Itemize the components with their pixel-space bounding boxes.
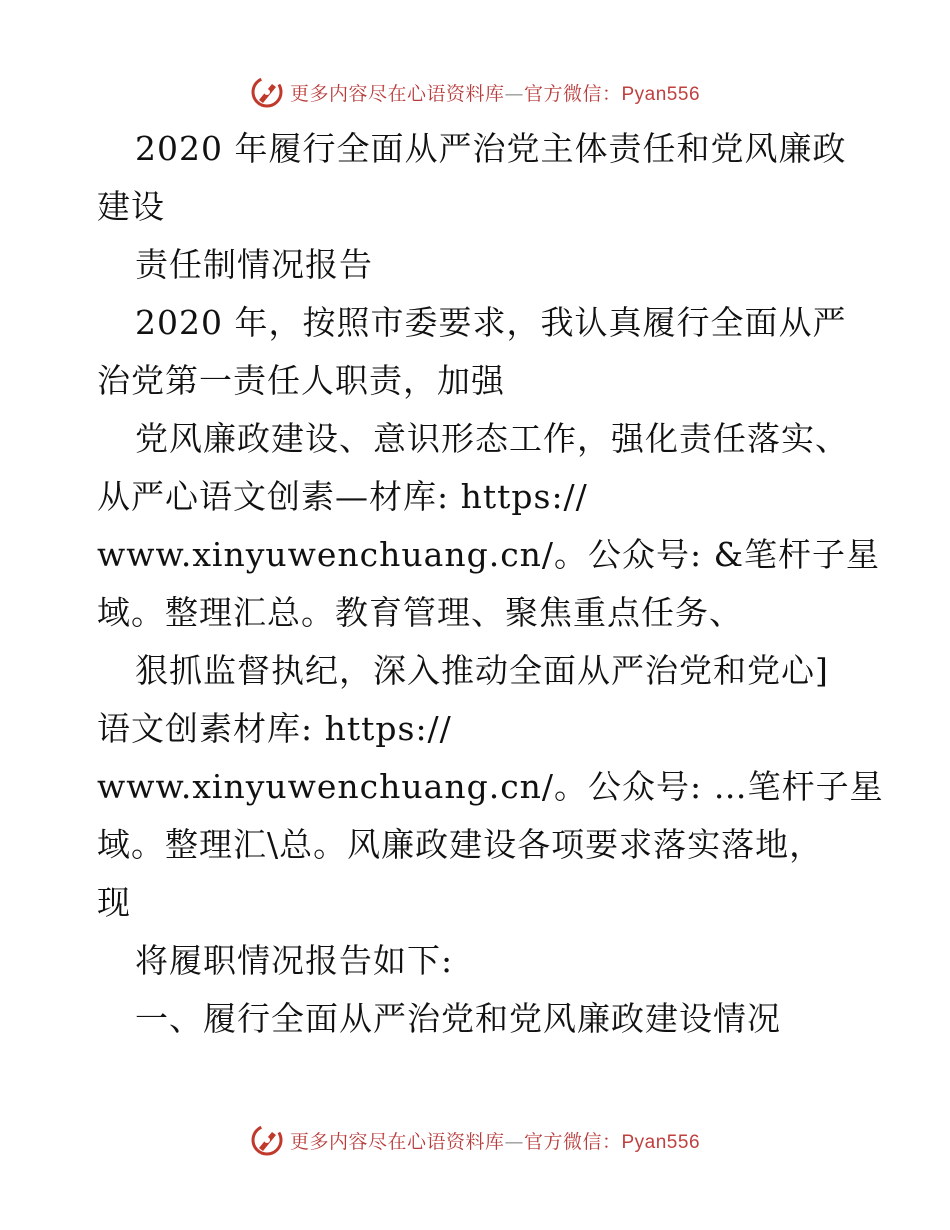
paragraph-line: 2020 年，按照市委要求，我认真履行全面从严 bbox=[135, 303, 847, 342]
paragraph-line: 治党第一责任人职责，加强 bbox=[97, 361, 505, 400]
brand-logo-icon bbox=[250, 75, 284, 109]
paragraph-line: 域。整理汇\总。风廉政建设各项要求落实落地， bbox=[97, 825, 824, 864]
paragraph-line: 域。整理汇总。教育管理、聚焦重点任务、 bbox=[97, 593, 743, 632]
section-heading: 一、履行全面从严治党和党风廉政建设情况 bbox=[135, 999, 781, 1038]
paragraph-line: 党风廉政建设、意识形态工作，强化责任落实、 bbox=[135, 419, 849, 458]
paragraph-line: 狠抓监督执纪，深入推动全面从严治党和党心] bbox=[135, 651, 829, 690]
paragraph-line: 语文创素材库: https:// bbox=[97, 709, 452, 748]
paragraph-line: 从严心语文创素—材库: https:// bbox=[97, 477, 588, 516]
title-line-2: 建设 bbox=[97, 187, 165, 226]
banner-text: 更多内容尽在心语资料库—官方微信：Pyan556 bbox=[289, 1130, 701, 1153]
header-banner bbox=[0, 72, 950, 112]
paragraph-line: www.xinyuwenchuang.cn/。公众号: …笔杆子星 bbox=[97, 767, 884, 806]
wechat-id: Pyan556 bbox=[621, 1131, 701, 1153]
title-line-1: 2020 年履行全面从严治党主体责任和党风廉政 bbox=[135, 129, 847, 168]
wechat-id: Pyan556 bbox=[621, 83, 701, 105]
document-body bbox=[97, 120, 884, 1048]
paragraph-line: 将履职情况报告如下: bbox=[135, 941, 454, 980]
paragraph-line: www.xinyuwenchuang.cn/。公众号: &笔杆子星 bbox=[97, 535, 881, 574]
subtitle-line: 责任制情况报告 bbox=[135, 245, 373, 284]
footer-banner bbox=[0, 1120, 950, 1160]
banner-text: 更多内容尽在心语资料库—官方微信：Pyan556 bbox=[289, 82, 701, 105]
brand-logo-icon bbox=[250, 1123, 284, 1157]
paragraph-line: 现 bbox=[97, 883, 131, 922]
